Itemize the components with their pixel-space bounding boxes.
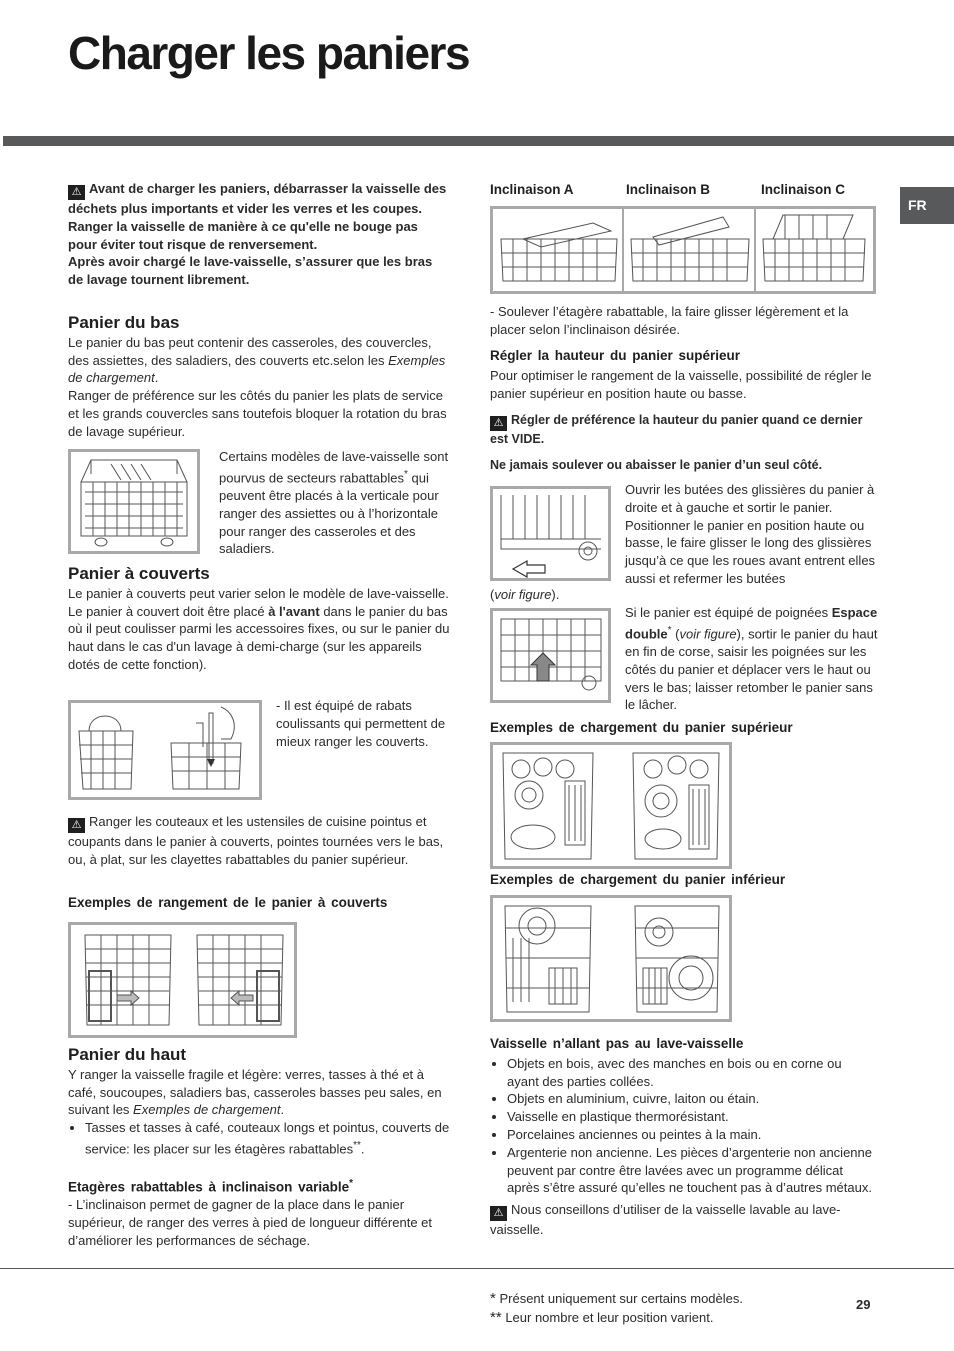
warning-triangle-icon: ⚠: [490, 1206, 507, 1221]
page-number: 29: [856, 1297, 871, 1312]
intro-warning: ⚠ Avant de charger les paniers, débarrasser la vaisselle des déchets plus importants et vider les verres et les coupes. Ranger la vaisselle de manière à ce qu'elle ne bouge pas pour éviter tout risque de renversement. Après avoir chargé le lave-vaisselle, s’assurer que les bras de lavage tournent librement.: [68, 181, 447, 288]
espace-double-text: Si le panier est équipé de poignées Espace double* (voir figure), sortir le panier du haut en fin de corse, saisir les poignées sur les côtés du panier et déplacer vers le haut ou vers le bas; laisser retomber le panier sans le lâcher.: [625, 605, 878, 713]
list-item: • Vaisselle en plastique thermorésistant.: [507, 1108, 875, 1126]
basket-height-figure-2: [490, 608, 611, 703]
panier-haut-list: [68, 1119, 453, 1158]
list-item: • Argenterie non ancienne. Les pièces d’argenterie non ancienne peuvent par contre être lavées avec un programme délicat après s’être assuré qu’elles ne touchent pas à d’autres métaux.: [507, 1144, 875, 1197]
cutlery-basket-figure: [68, 700, 262, 800]
lower-basket-figure: [68, 449, 200, 554]
footnote: * Présent uniquement sur certains modèles.: [490, 1290, 743, 1307]
section-vaisselle: Vaisselle n’allant pas au lave-vaisselle • Objets en bois, avec des manches en bois ou en corne ou ayant des parties collées. • Objets en aluminium, cuivre, laiton ou étain. • Vaisselle en plastique thermorésistant. • Porcelaines anciennes ou peintes à la main. • Argenterie non ancienne. Les pièces d’argenterie non ancienne peuvent par contre être lavées avec un programme délicat après s’être assuré qu’elles ne touchent pas à d’autres métaux. ⚠ Nous conseillons d’utiliser de la vaisselle lavable au lave-vaisselle.: [490, 1035, 875, 1239]
upper-examples-heading: Exemples de chargement du panier supérieur: [490, 720, 793, 735]
cutlery-warning: ⚠ Ranger les couteaux et les ustensiles de cuisine pointus et coupants dans le panier à couverts, pointes tournées vers le bas, ou, à plat, sur les clayettes rabattables du panier supérieur.: [68, 814, 444, 867]
basket-height-figure-1: [490, 486, 611, 581]
list-item: • Objets en aluminium, cuivre, laiton ou étain.: [507, 1090, 875, 1108]
header-divider-bar: [3, 136, 954, 146]
list-item: • Porcelaines anciennes ou peintes à la main.: [507, 1126, 875, 1144]
heading-panier-couverts: Panier à couverts: [68, 564, 210, 583]
label-inclinaison-a: Inclinaison A: [490, 182, 574, 197]
section-panier-bas: Panier du bas Le panier du bas peut contenir des casseroles, des couvercles, des assiettes, des saladiers, des couverts etc.selon les Exemples de chargement. Ranger de préférence sur les côtés du panier les plats de service et les grands couvercles sans toutefois bloquer la rotation du bras de lavage supérieur.: [68, 314, 453, 441]
warning-triangle-icon: ⚠: [68, 818, 85, 833]
section-panier-couverts: Panier à couverts Le panier à couverts peut varier selon le modèle de lave-vaisselle. Le panier à couvert doit être placé à l'avant dans le panier du bas où il peut coulisser parmi les accessoires fixes, ou sur le panier du haut dans le cas d'un lavage à demi-charge (sur les appareils dotés de cette fonction).: [68, 565, 453, 674]
footnotes: [490, 1289, 830, 1327]
cutlery-examples-figure: [68, 922, 297, 1038]
heading-panier-bas: Panier du bas: [68, 313, 180, 332]
list-item: • Tasses et tasses à café, couteaux longs et pointus, couverts de service: les placer sur les étagères rabattables**.: [85, 1119, 453, 1158]
label-inclinaison-b: Inclinaison B: [626, 182, 711, 197]
footnote: ** Leur nombre et leur position varient.: [490, 1309, 714, 1326]
label-inclinaison-c: Inclinaison C: [761, 182, 846, 197]
lower-basket-examples-figure: [490, 895, 732, 1022]
regler-voir-figure: (voir figure).: [490, 587, 560, 602]
cutlery-rabats-text: - Il est équipé de rabats coulissants qui permettent de mieux ranger les couverts.: [276, 698, 446, 749]
inclinaison-figure: [490, 206, 876, 294]
panier-bas-secteurs-text: Certains modèles de lave-vaisselle sont pourvus de secteurs rabattables* qui peuvent être placés à la verticale pour ranger des assiettes ou à l’horizontale pour ranger des casseroles et des saladiers.: [219, 449, 449, 557]
section-panier-haut: Panier du haut Y ranger la vaisselle fragile et légère: verres, tasses à thé et à café, soucoupes, saladiers bas, casseroles basses peu sales, en suivant les Exemples de chargement. • Tasses et tasses à café, couteaux longs et pointus, couverts de service: les placer sur les étagères rabattables**.: [68, 1046, 453, 1158]
lower-examples-heading: Exemples de chargement du panier inférieur: [490, 872, 786, 887]
footer-divider: [0, 1268, 954, 1269]
section-regler: Régler la hauteur du panier supérieur Pour optimiser le rangement de la vaisselle, possibilité de régler le panier supérieur en position haute ou basse. ⚠ Régler de préférence la hauteur du panier quand ce dernier est VIDE. Ne jamais soulever ou abaisser le panier d’un seul côté.: [490, 348, 872, 473]
regler-instructions: Ouvrir les butées des glissières du panier à droite et à gauche et sortir le panier. Positionner le panier en position haute ou basse, le faire glisser le long des glissières jusqu’à ce que les roues avant entrent elles aussi et refermer les butées: [625, 482, 876, 586]
warning-triangle-icon: ⚠: [490, 416, 507, 431]
page-title: Charger les paniers: [68, 27, 470, 79]
heading-panier-haut: Panier du haut: [68, 1045, 187, 1064]
cutlery-examples-heading: Exemples de rangement de le panier à couverts: [68, 895, 388, 910]
vaisselle-list: [490, 1055, 875, 1197]
inclinaison-text: - Soulever l’étagère rabattable, la faire glisser légèrement et la placer selon l’inclinaison désirée.: [490, 304, 849, 337]
section-etageres: Etagères rabattables à inclinaison variable* - L’inclinaison permet de gagner de la place dans le panier supérieur, de ranger des verres à pied de longueur différente et d’améliorer les performances de séchage.: [68, 1178, 432, 1248]
upper-basket-examples-figure: [490, 742, 732, 869]
warning-triangle-icon: ⚠: [68, 185, 85, 200]
language-tab: FR: [900, 187, 954, 224]
list-item: • Objets en bois, avec des manches en bois ou en corne ou ayant des parties collées.: [507, 1055, 875, 1091]
